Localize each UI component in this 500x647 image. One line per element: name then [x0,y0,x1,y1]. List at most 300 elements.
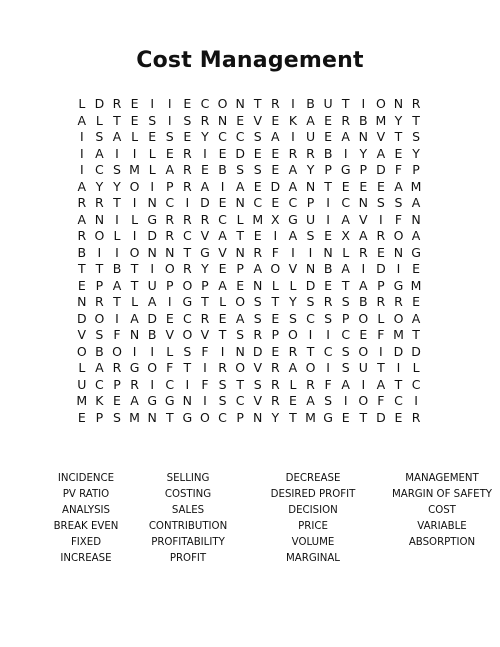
grid-letter: N [358,129,368,144]
grid-letter: O [235,360,246,375]
grid-letter: Y [412,145,420,161]
grid-letter: Y [289,294,297,309]
grid-letter: I [291,96,295,111]
grid-letter: L [131,211,139,227]
grid-letter: R [341,112,351,128]
grid-letter: I [167,96,172,111]
grid-letter: E [77,409,86,425]
grid-letter: G [393,277,404,293]
grid-letter: I [343,393,348,408]
grid-letter: L [78,360,86,375]
grid-letter: E [201,162,209,177]
grid-letter: L [113,228,121,243]
grid-letter: C [411,376,421,392]
grid-letter: A [77,178,87,194]
grid-letter: O [217,96,228,111]
grid-letter: G [200,244,210,260]
grid-letter: Y [201,261,209,276]
grid-letter: F [377,393,385,408]
grid-letter: E [236,112,245,128]
grid-letter: Y [359,145,368,161]
grid-letter: T [113,112,121,128]
grid-letter: T [394,376,403,392]
grid-letter: F [166,360,174,375]
grid-letter: L [166,343,174,359]
grid-letter: E [324,228,333,243]
grid-letter: E [341,409,350,425]
grid-letter: O [200,409,210,425]
grid-letter: P [165,178,174,194]
grid-letter: F [377,327,385,342]
word-list-item: BREAK EVEN [53,521,119,532]
grid-letter: P [306,195,315,210]
grid-letter: P [201,277,209,293]
grid-letter: S [95,129,104,144]
word-list-item: SALES [171,505,205,516]
grid-letter: P [359,162,368,177]
grid-letter: A [288,162,298,177]
grid-letter: C [288,195,298,210]
grid-letter: R [200,112,210,128]
grid-letter: E [271,162,280,177]
grid-letter: O [358,310,369,326]
grid-letter: B [323,145,333,161]
grid-letter: D [76,310,87,326]
grid-letter: O [129,178,140,194]
grid-letter: I [291,244,295,260]
grid-letter: E [77,277,86,293]
grid-letter: U [147,277,157,293]
grid-letter: L [78,96,86,111]
grid-letter: P [271,327,280,342]
grid-letter: B [218,162,227,177]
grid-letter: I [79,129,84,144]
grid-letter: I [132,145,137,161]
grid-letter: C [218,409,227,425]
grid-letter: M [252,211,264,227]
grid-letter: E [376,178,385,194]
word-list-item: COST [428,505,456,516]
grid-letter: I [396,261,401,276]
grid-letter: Y [271,409,280,425]
grid-letter: U [77,376,87,392]
grid-letter: G [182,294,193,309]
grid-letter: G [411,244,421,260]
grid-letter: I [326,327,330,342]
grid-letter: I [185,376,190,392]
grid-letter: A [341,211,350,227]
grid-letter: R [270,96,280,111]
grid-letter: I [308,244,313,260]
grid-letter: N [217,112,228,128]
grid-letter: S [148,112,157,128]
grid-letter: L [148,162,156,177]
grid-letter: E [165,145,174,161]
grid-letter: V [253,360,263,375]
grid-letter: E [148,129,157,144]
grid-letter: E [271,195,280,210]
grid-letter: C [306,310,315,326]
grid-letter: M [305,409,316,425]
grid-letter: E [376,244,385,260]
grid-letter: R [200,211,210,227]
grid-letter: D [252,343,263,359]
grid-letter: E [271,343,280,359]
grid-letter: C [253,195,263,210]
grid-letter: I [379,211,383,227]
grid-letter: V [200,327,210,342]
grid-letter: B [323,261,333,276]
word-list-item: VARIABLE [417,521,467,532]
grid-letter: S [324,310,333,326]
grid-letter: E [359,178,368,194]
grid-letter: D [376,162,386,177]
grid-letter: A [306,112,315,128]
grid-letter: R [95,294,104,309]
grid-letter: B [95,343,104,359]
grid-letter: D [376,261,386,276]
grid-letter: A [306,393,315,408]
grid-letter: A [253,261,263,276]
word-list-item: MARGIN OF SAFETY [391,489,493,500]
grid-letter: S [218,393,227,408]
grid-letter: L [342,244,350,260]
grid-letter: M [375,112,387,128]
grid-letter: G [340,162,351,177]
grid-letter: O [305,360,316,375]
grid-letter: T [412,327,420,342]
grid-letter: S [306,294,315,309]
grid-letter: Y [306,162,315,177]
grid-letter: M [129,162,140,177]
grid-letter: O [182,277,193,293]
grid-letter: P [377,277,385,293]
grid-letter: C [341,327,351,342]
grid-letter: F [201,376,209,392]
grid-letter: N [129,327,140,342]
grid-letter: R [358,244,368,260]
grid-letter: E [412,261,421,276]
grid-letter: A [218,277,227,293]
grid-letter: T [394,129,403,144]
grid-letter: K [95,393,104,408]
grid-letter: R [183,211,192,227]
grid-letter: G [147,211,158,227]
grid-letter: A [376,145,386,161]
grid-letter: T [183,244,192,260]
grid-letter: A [77,211,87,227]
grid-letter: P [341,310,350,326]
grid-letter: C [200,96,210,111]
grid-letter: N [411,211,421,227]
word-list-item: MANAGEMENT [405,473,479,484]
grid-letter: A [130,393,139,408]
grid-letter: O [112,343,122,359]
grid-letter: V [288,261,298,276]
grid-letter: D [147,310,157,326]
grid-letter: F [324,376,332,392]
grid-letter: R [288,145,298,161]
grid-letter: S [113,162,121,177]
grid-letter: S [165,129,174,144]
grid-letter: Y [95,178,104,194]
grid-letter: I [203,360,207,375]
grid-letter: O [358,343,369,359]
grid-letter: I [79,162,84,177]
grid-letter: M [76,393,88,408]
grid-letter: N [393,96,404,111]
grid-letter: A [359,277,368,293]
grid-letter: C [95,376,104,392]
grid-letter: B [359,112,368,128]
grid-letter: S [253,294,262,309]
word-list-item: PROFITABILITY [151,537,225,548]
grid-letter: S [183,112,192,128]
grid-letter: R [323,294,333,309]
grid-letter: I [150,178,155,194]
grid-letter: A [112,277,122,293]
word-list-item: CONTRIBUTION [148,521,228,532]
grid-letter: N [393,244,404,260]
grid-letter: L [412,360,420,375]
word-list-item: VOLUME [291,537,335,548]
grid-letter: I [326,195,330,210]
grid-letter: L [148,145,156,161]
grid-letter: N [305,178,316,194]
grid-letter: A [359,228,368,243]
grid-letter: D [270,178,281,194]
grid-letter: C [218,211,227,227]
grid-letter: S [394,195,403,210]
grid-letter: C [235,393,245,408]
grid-letter: E [253,228,262,243]
grid-letter: D [376,409,386,425]
grid-letter: R [270,393,280,408]
grid-letter: T [306,343,315,359]
grid-letter: G [147,393,158,408]
grid-letter: T [95,261,104,276]
grid-letter: G [129,360,140,375]
grid-letter: V [376,129,386,144]
grid-letter: N [182,393,193,408]
grid-letter: S [253,162,262,177]
grid-letter: I [115,211,119,227]
word-list-item: PV RATIO [62,489,110,500]
grid-letter: A [77,112,87,128]
word-list-item: ABSORPTION [408,537,476,548]
grid-letter: T [77,261,86,276]
grid-letter: I [220,343,225,359]
grid-letter: E [218,310,227,326]
grid-letter: O [164,261,175,276]
grid-letter: I [150,261,155,276]
grid-letter: C [394,393,403,408]
grid-letter: A [165,162,175,177]
grid-letter: A [271,129,280,144]
grid-letter: D [200,195,210,210]
grid-letter: S [341,294,350,309]
grid-letter: I [308,327,313,342]
grid-letter: R [77,228,87,243]
grid-letter: E [183,96,192,111]
grid-letter: O [288,327,298,342]
grid-letter: B [147,327,157,342]
grid-letter: E [183,129,192,144]
grid-letter: R [411,96,421,111]
word-list-item: INCREASE [60,553,112,564]
grid-letter: S [236,327,245,342]
grid-letter: I [185,195,190,210]
grid-letter: I [150,96,155,111]
grid-letter: G [323,409,333,425]
grid-letter: P [412,162,420,177]
grid-letter: T [377,360,385,375]
grid-letter: V [77,327,87,342]
grid-letter: A [341,376,350,392]
grid-letter: N [77,294,87,309]
grid-letter: E [271,145,280,161]
grid-letter: A [411,195,421,210]
grid-letter: E [324,129,333,144]
grid-letter: X [271,211,280,227]
grid-letter: S [253,129,262,144]
grid-letter: I [273,228,278,243]
grid-letter: T [165,409,174,425]
grid-letter: S [376,195,385,210]
grid-letter: P [95,409,104,425]
grid-letter: M [410,178,422,194]
grid-letter: U [358,360,368,375]
grid-letter: P [95,277,104,293]
word-list-item: SELLING [166,473,210,484]
grid-letter: R [270,376,280,392]
grid-letter: A [218,228,227,243]
grid-letter: R [165,228,175,243]
grid-letter: B [306,96,315,111]
grid-letter: S [236,162,245,177]
grid-letter: V [359,211,368,227]
grid-letter: N [253,409,263,425]
grid-letter: O [375,96,386,111]
grid-letter: Y [394,112,403,128]
grid-letter: D [235,145,245,161]
grid-letter: V [253,393,263,408]
grid-letter: S [324,393,333,408]
grid-letter: Y [201,129,209,144]
grid-letter: A [288,360,298,375]
grid-letter: I [361,96,366,111]
grid-letter: I [97,244,102,260]
grid-letter: I [220,178,225,194]
grid-letter: E [324,112,333,128]
grid-letter: D [411,343,421,359]
grid-letter: E [165,310,174,326]
grid-letter: K [288,112,298,128]
grid-letter: C [323,343,333,359]
grid-letter: R [270,360,280,375]
grid-letter: N [305,261,316,276]
grid-letter: T [412,112,420,128]
grid-letter: A [112,129,122,144]
grid-letter: R [376,294,386,309]
grid-letter: C [95,162,104,177]
grid-letter: I [396,360,401,375]
grid-letter: P [236,261,244,276]
grid-letter: I [115,244,119,260]
word-list-item: DESIRED PROFIT [270,489,356,500]
grid-letter: I [203,393,207,408]
grid-letter: O [358,393,369,408]
grid-letter: D [393,343,404,359]
grid-letter: A [147,294,157,309]
grid-letter: E [218,261,227,276]
grid-letter: O [393,310,404,326]
grid-letter: I [361,376,366,392]
word-list-item: PRICE [298,521,328,532]
grid-letter: N [147,409,157,425]
grid-letter: I [361,261,366,276]
grid-letter: C [235,129,245,144]
grid-letter: A [376,376,386,392]
grid-letter: X [341,228,350,243]
grid-letter: E [236,277,245,293]
word-list-item: ANALYSIS [61,505,111,516]
grid-letter: S [218,376,227,392]
grid-letter: S [341,360,350,375]
grid-letter: T [183,360,192,375]
grid-letter: D [147,228,157,243]
grid-letter: U [305,211,316,227]
grid-letter: R [288,343,298,359]
grid-letter: T [359,409,368,425]
grid-letter: O [129,244,140,260]
grid-letter: R [77,195,87,210]
grid-letter: G [182,409,193,425]
grid-letter: R [253,244,263,260]
word-list-item: INCIDENCE [57,473,115,484]
word-list-item: DECREASE [285,473,341,484]
grid-letter: S [288,310,297,326]
grid-letter: I [132,228,137,243]
grid-letter: V [200,228,210,243]
grid-letter: A [411,228,421,243]
grid-letter: S [306,228,315,243]
grid-letter: F [394,211,403,227]
grid-letter: A [341,261,350,276]
grid-letter: C [182,310,192,326]
grid-letter: F [271,244,279,260]
grid-letter: A [235,310,245,326]
grid-letter: V [218,244,227,260]
grid-letter: N [94,211,105,227]
grid-letter: R [376,228,386,243]
grid-letter: L [219,294,227,309]
grid-letter: O [94,228,105,243]
grid-letter: I [326,360,330,375]
grid-letter: O [76,343,87,359]
grid-letter: A [95,145,104,161]
grid-letter: A [394,178,403,194]
grid-letter: C [218,129,227,144]
grid-letter: I [167,112,172,128]
grid-letter: T [236,376,244,392]
grid-letter: R [165,211,175,227]
grid-letter: C [182,228,192,243]
grid-letter: E [394,409,403,425]
grid-letter: F [113,327,121,342]
word-list [40,471,493,567]
grid-letter: A [288,178,298,194]
